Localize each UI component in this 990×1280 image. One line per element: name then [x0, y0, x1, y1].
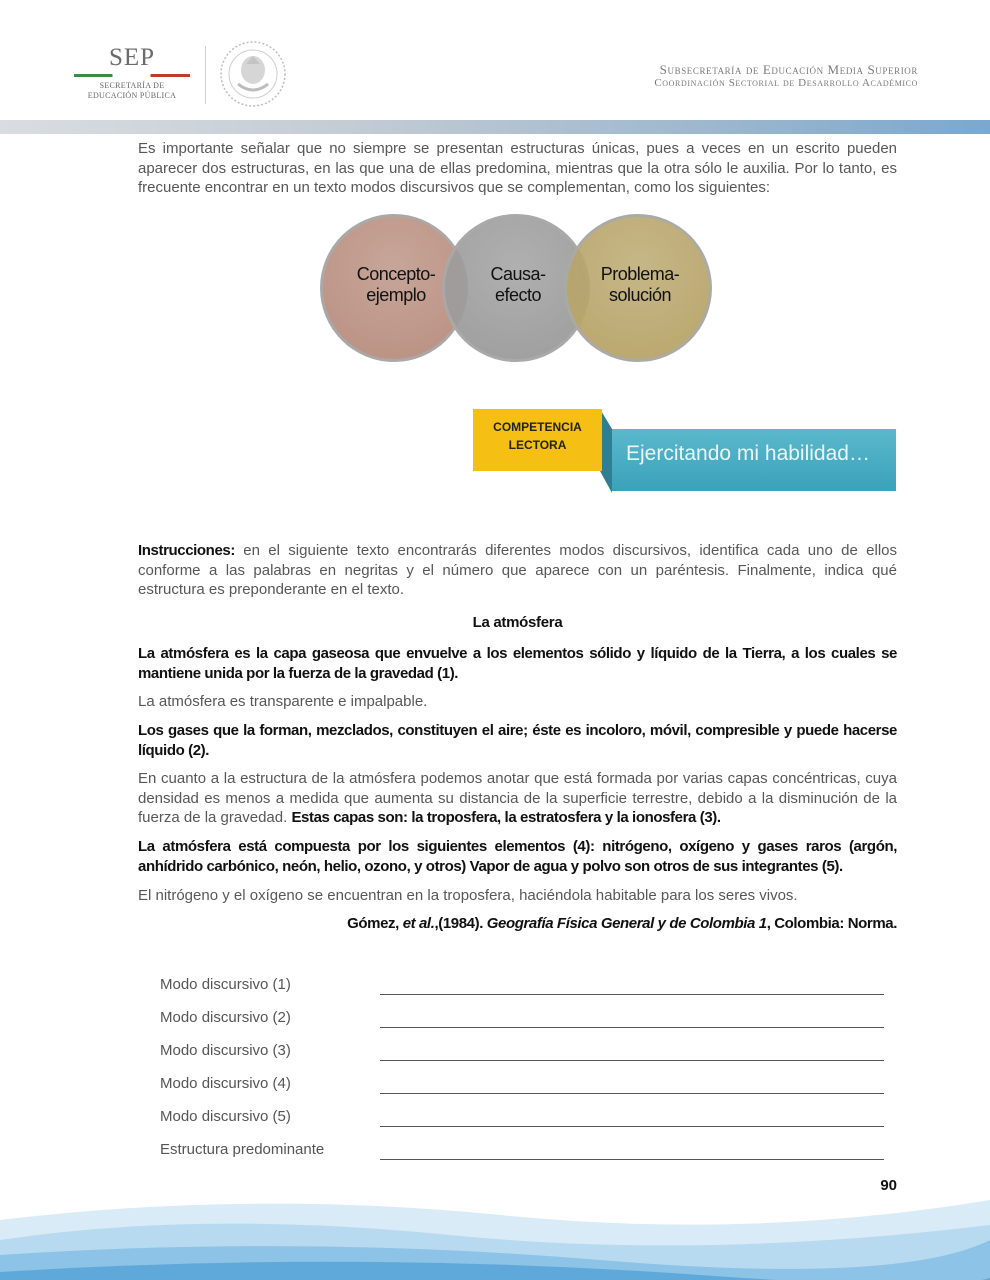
form-label-1: Modo discursivo (1) [160, 976, 291, 993]
sep-subtitle-2: EDUCACIÓN PÚBLICA [87, 91, 177, 100]
answer-line-5[interactable] [380, 1126, 884, 1127]
mexico-coat-of-arms-icon [218, 40, 288, 113]
sep-logo [72, 44, 192, 104]
circle-label-causa-efecto: Causa- efecto [490, 264, 546, 305]
reading-title: La atmósfera [472, 614, 563, 631]
form-label-4: Modo discursivo (4) [160, 1075, 291, 1092]
form-label-5: Modo discursivo (5) [160, 1108, 291, 1125]
circle-label-concepto-ejemplo: Concepto- ejemplo [356, 264, 436, 305]
badge-fold-icon [600, 409, 614, 493]
answer-line-6[interactable] [380, 1159, 884, 1160]
sep-logo-text: SEP [108, 44, 156, 71]
sep-flag-bar [74, 74, 190, 77]
reading-p3: Los gases que la forman, mezclados, constituyen el aire; éste es incoloro, móvil, compresible y puede hacerse líquido (2). [138, 722, 897, 759]
reading-p4 [138, 769, 897, 828]
intro-paragraph: Es importante señalar que no siempre se presentan estructuras únicas, pues a veces en un escrito pueden aparecer dos estructuras, en las que una de ellas predomina, mientras que la otra sólo le auxilia. Por lo tanto, es frecuente encontrar en un texto modos discursivos que se complementan, como los siguientes: [138, 140, 897, 196]
header-coordinacion: Coordinación Sectorial de Desarrollo Académico [654, 77, 918, 89]
footer-waves-icon [0, 1180, 990, 1280]
citation: Gómez, et al.,(1984). Geografía Física General y de Colombia 1, Colombia: Norma. [347, 915, 897, 932]
reading-p1: La atmósfera es la capa gaseosa que envuelve a los elementos sólido y líquido de la Tierra, a los cuales se mantiene unida por la fuerza de la gravedad (1). [138, 645, 897, 682]
form-label-6: Estructura predominante [160, 1141, 325, 1158]
instructions-label: Instrucciones: [138, 542, 235, 559]
reading-p5 [138, 837, 897, 876]
reading-p5a: La atmósfera está compuesta por los siguientes elementos (4) [138, 838, 590, 855]
answer-line-3[interactable] [380, 1060, 884, 1061]
answer-line-4[interactable] [380, 1093, 884, 1094]
header-divider [205, 46, 206, 104]
header-institution [654, 62, 918, 90]
page-number: 90 [880, 1177, 897, 1194]
form-label-2: Modo discursivo (2) [160, 1009, 291, 1026]
ejercitando-title: Ejercitando mi habilidad… [626, 442, 870, 465]
discourse-modes-diagram [320, 214, 720, 366]
instructions-paragraph [138, 541, 897, 600]
competencia-lectora-badge [473, 409, 602, 471]
reading-p4-normal: En cuanto a la estructura de la atmósfera podemos anotar que está formada por varias capas concéntricas, cuya densidad es menos a medida que aumenta su distancia de la superficie terrestre, debido a la disminución de la fuerza de la gravedad. [138, 770, 897, 826]
circle-label-problema-solucion: Problema- solución [600, 264, 680, 305]
answer-line-2[interactable] [380, 1027, 884, 1028]
reading-p4-bold: Estas capas son: la troposfera, la estratosfera y la ionosfera (3). [291, 809, 721, 826]
badge-line2: LECTORA [508, 438, 567, 452]
badge-line1: COMPETENCIA [493, 420, 582, 434]
header-band [0, 120, 990, 134]
form-label-3: Modo discursivo (3) [160, 1042, 291, 1059]
sep-subtitle-1: SECRETARÍA DE [99, 81, 165, 90]
header-subsecretaria: Subsecretaría de Educación Media Superior [659, 62, 918, 77]
answer-line-1[interactable] [380, 994, 884, 995]
ejercitando-banner [612, 429, 896, 491]
instructions-text: en el siguiente texto encontrarás diferentes modos discursivos, identifica cada uno de ellos conforme a las palabras en negritas y el número que aparece con un paréntesis. Finalmente, indica qué estructura es preponderante en el texto. [138, 542, 897, 598]
reading-p2: La atmósfera es transparente e impalpable. [138, 693, 428, 710]
reading-p6: El nitrógeno y el oxígeno se encuentran en la troposfera, haciéndola habitable para los seres vivos. [138, 887, 798, 904]
reading-p5b: : nitrógeno, oxígeno y gases raros (argón, anhídrido carbónico, neón, helio, ozono, y otros) Vapor de agua y polvo son otros de sus integrantes (5). [138, 838, 897, 875]
